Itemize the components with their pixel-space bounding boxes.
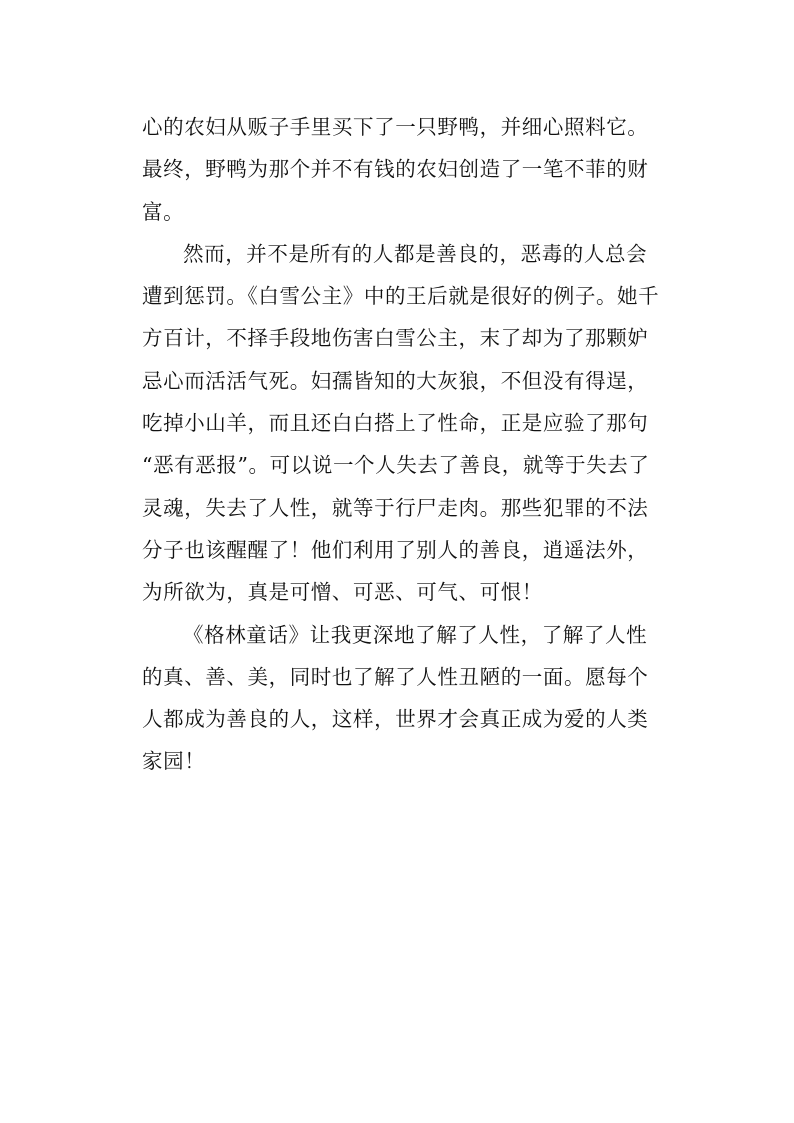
text-line: 的真、善、美，同时也了解了人性丑陋的一面。愿每个	[142, 664, 649, 689]
text-line: 分子也该醒醒了！他们利用了别人的善良，逍遥法外，	[142, 537, 649, 562]
text-line: 遭到惩罚。《白雪公主》中的王后就是很好的例子。她千	[142, 284, 660, 309]
text-line: “恶有恶报”。可以说一个人失去了善良，就等于失去了	[142, 453, 650, 478]
text-line: 忌心而活活气死。妇孺皆知的大灰狼，不但没有得逞，	[142, 368, 649, 393]
text-line: 灵魂，失去了人性，就等于行尸走肉。那些犯罪的不法	[142, 495, 649, 520]
paragraph-start-line: 《格林童话》让我更深地了解了人性，了解了人性	[183, 622, 648, 647]
text-line: 为所欲为，真是可憎、可恶、可气、可恨！	[142, 580, 543, 605]
text-line: 方百计，不择手段地伤害白雪公主，末了却为了那颗妒	[142, 326, 649, 351]
document-body	[142, 106, 662, 783]
text-line: 家园！	[142, 749, 206, 774]
text-line: 心的农妇从贩子手里买下了一只野鸭，并细心照料它。	[142, 115, 649, 139]
text-line: 富。	[142, 199, 185, 224]
text-line: 吃掉小山羊，而且还白白搭上了性命，正是应验了那句	[142, 411, 649, 436]
text-line: 最终，野鸭为那个并不有钱的农妇创造了一笔不菲的财	[142, 157, 649, 182]
text-line: 人都成为善良的人，这样，世界才会真正成为爱的人类	[142, 707, 649, 732]
paragraph-start-line: 然而，并不是所有的人都是善良的，恶毒的人总会	[183, 241, 648, 266]
